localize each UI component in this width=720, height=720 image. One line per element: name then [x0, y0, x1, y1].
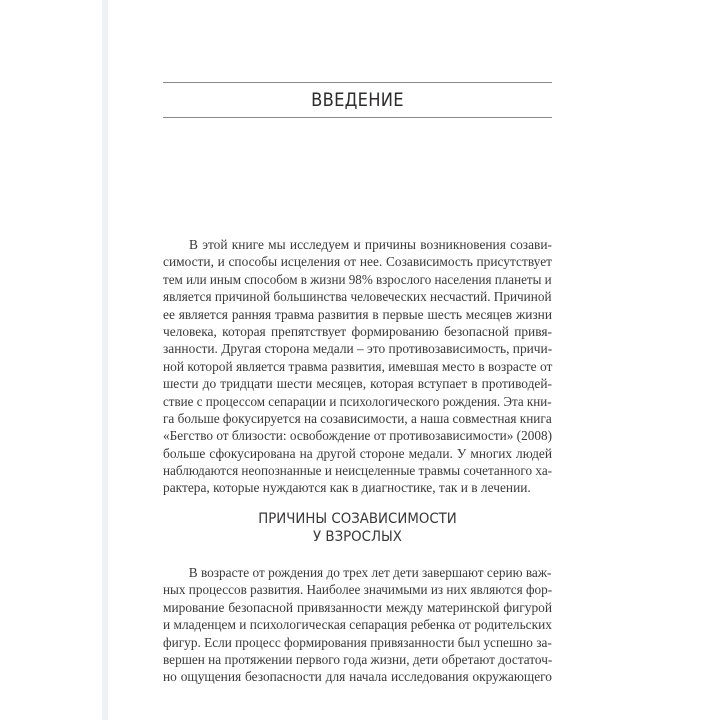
text-line: ствие с процессом сепарации и психологического рождения. Эта кни-: [163, 393, 552, 409]
text-line: мирование безопасной привязанности между материнской фигурой: [163, 599, 552, 615]
section-paragraph: [163, 564, 552, 686]
section-heading-line-2: У ВЗРОСЛЫХ: [313, 529, 402, 545]
text-line: В этой книге мы исследуем и причины возникновения созави-: [189, 237, 552, 252]
book-page: [163, 0, 552, 720]
text-line: человека, которая препятствует формированию безопасной привя-: [163, 323, 552, 339]
text-line: ной которой является травма развития, имевшая место в возрасте от: [163, 358, 553, 374]
text-line: рактера, которые нуждаются как в диагностике, так и в лечении.: [163, 480, 531, 496]
text-line: фигур. Если процесс формирования привязанности был успешно за-: [163, 634, 552, 650]
text-line: является причиной большинства человеческих несчастий. Причиной: [163, 289, 552, 305]
text-line: вершен на протяжении первого года жизни, дети обретают достаточ-: [163, 651, 553, 667]
text-line: занности. Другая сторона медали – это противозависимость, причи-: [163, 341, 553, 357]
text-line: больше сфокусирована на другой стороне медали. У многих людей: [163, 445, 552, 461]
text-line: В возрасте от рождения до трех лет дети завершают серию важ-: [188, 565, 552, 580]
text-line: и младенцем и психологическая сепарация ребенка от родительских: [163, 617, 552, 633]
text-line: наблюдаются неопознанные и неисцеленные травмы сочетанного ха-: [163, 463, 553, 479]
section-heading: [163, 510, 552, 546]
text-line: симости, и способы исцеления от нее. Созависимость присутствует: [163, 254, 552, 270]
text-line: «Бегство от близости: освобождение от противозависимости» (2008): [163, 428, 552, 444]
text-line: ее является ранняя травма развития в первые шесть месяцев жизни: [163, 306, 552, 322]
chapter-title: ВВЕДЕНИЕ: [311, 89, 404, 111]
text-line: но ощущения безопасности для начала исследования окружающего: [163, 669, 552, 685]
text-line: шести до тридцати шести месяцев, которая вступает в противодей-: [163, 376, 552, 392]
text-line: ных процессов развития. Наиболее значимыми из них являются фор-: [163, 582, 553, 598]
intro-paragraph: [163, 236, 552, 497]
text-line: тем или иным способом в жизни 98% взрослого населения планеты и: [163, 271, 552, 287]
section-heading-line-1: ПРИЧИНЫ СОЗАВИСИМОСТИ: [258, 511, 457, 527]
page-spine-edge: [102, 0, 108, 720]
text-line: га больше фокусируется на созависимости, а наша совместная книга: [163, 410, 552, 426]
chapter-header: [163, 82, 552, 118]
